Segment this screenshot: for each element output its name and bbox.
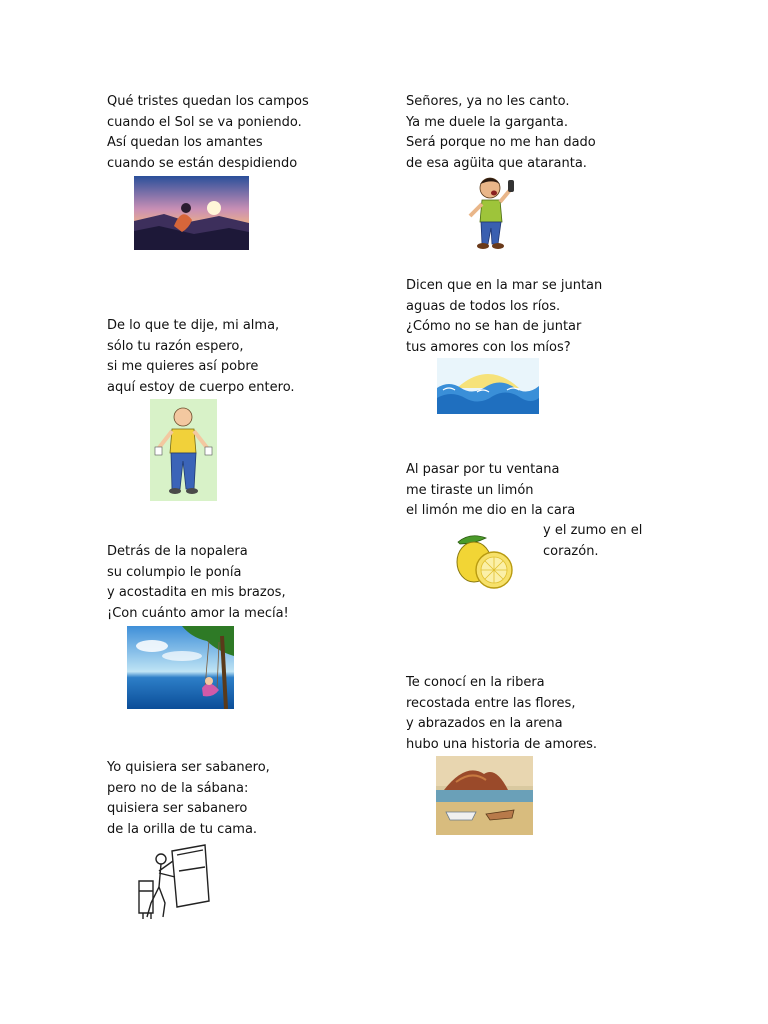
poem-line: aquí estoy de cuerpo entero.: [107, 379, 295, 395]
poem-line: pero no de la sábana:: [107, 780, 249, 796]
poem-line: el limón me dio en la cara: [406, 503, 576, 518]
poem-line: Así quedan los amantes: [107, 135, 263, 150]
poem-line: ¿Cómo no se han de juntar: [406, 319, 582, 334]
poem-campos: [107, 92, 309, 174]
poem-line: aguas de todos los ríos.: [406, 298, 561, 314]
poem-line: y abrazados en la arena: [406, 716, 563, 731]
poem-line: Qué tristes quedan los campos: [107, 94, 309, 109]
poem-line: Ya me duele la garganta.: [406, 114, 568, 130]
poem-line: si me quieres así pobre: [107, 359, 259, 374]
singing-boy-image: [438, 172, 550, 252]
poem-line: Yo quisiera ser sabanero,: [107, 760, 270, 775]
poem-line: y acostadita en mis brazos,: [107, 585, 286, 600]
poem-line: Señores, ya no les canto.: [406, 94, 570, 109]
poem-mar: [406, 276, 602, 358]
lemon-image: [452, 528, 517, 592]
poem-line: cuando se están despidiendo: [107, 155, 298, 171]
man-with-sheet-drawing: [137, 841, 212, 919]
poem-canto: [406, 92, 596, 174]
poem-sabanero: [107, 758, 270, 840]
poem-line: su columpio le ponía: [107, 564, 242, 580]
beach-boats-painting: [436, 756, 533, 835]
poem-line: hubo una historia de amores.: [406, 736, 598, 752]
poem-line: corazón.: [543, 543, 599, 559]
poem-ribera: [406, 673, 597, 755]
poem-line: Al pasar por tu ventana: [406, 462, 560, 477]
poem-line: ¡Con cuánto amor la mecía!: [107, 605, 289, 621]
sea-waves-image: [437, 358, 539, 414]
sunset-couple-image: [134, 176, 249, 250]
poem-line: recostada entre las flores,: [406, 695, 576, 711]
swing-by-sea-image: [127, 626, 234, 709]
poem-line: Te conocí en la ribera: [406, 675, 545, 690]
poem-line: Será porque no me han dado: [406, 135, 596, 150]
poem-alma: [107, 316, 295, 398]
poem-nopalera: [107, 542, 289, 624]
poem-line: cuando el Sol se va poniendo.: [107, 114, 302, 130]
poor-man-empty-pockets-image: [150, 399, 217, 501]
poem-line: y el zumo en el: [543, 523, 643, 538]
poem-line: quisiera ser sabanero: [107, 801, 248, 816]
poem-line: Dicen que en la mar se juntan: [406, 278, 603, 293]
poem-line: Detrás de la nopalera: [107, 544, 248, 559]
poem-line: de la orilla de tu cama.: [107, 821, 258, 837]
poem-line: De lo que te dije, mi alma,: [107, 318, 280, 333]
poem-limon: [406, 460, 575, 522]
poem-limon-tail: [543, 521, 642, 562]
poem-line: de esa agüita que ataranta.: [406, 155, 587, 171]
poem-line: tus amores con los míos?: [406, 339, 571, 355]
poem-line: sólo tu razón espero,: [107, 338, 244, 354]
poem-line: me tiraste un limón: [406, 482, 534, 498]
